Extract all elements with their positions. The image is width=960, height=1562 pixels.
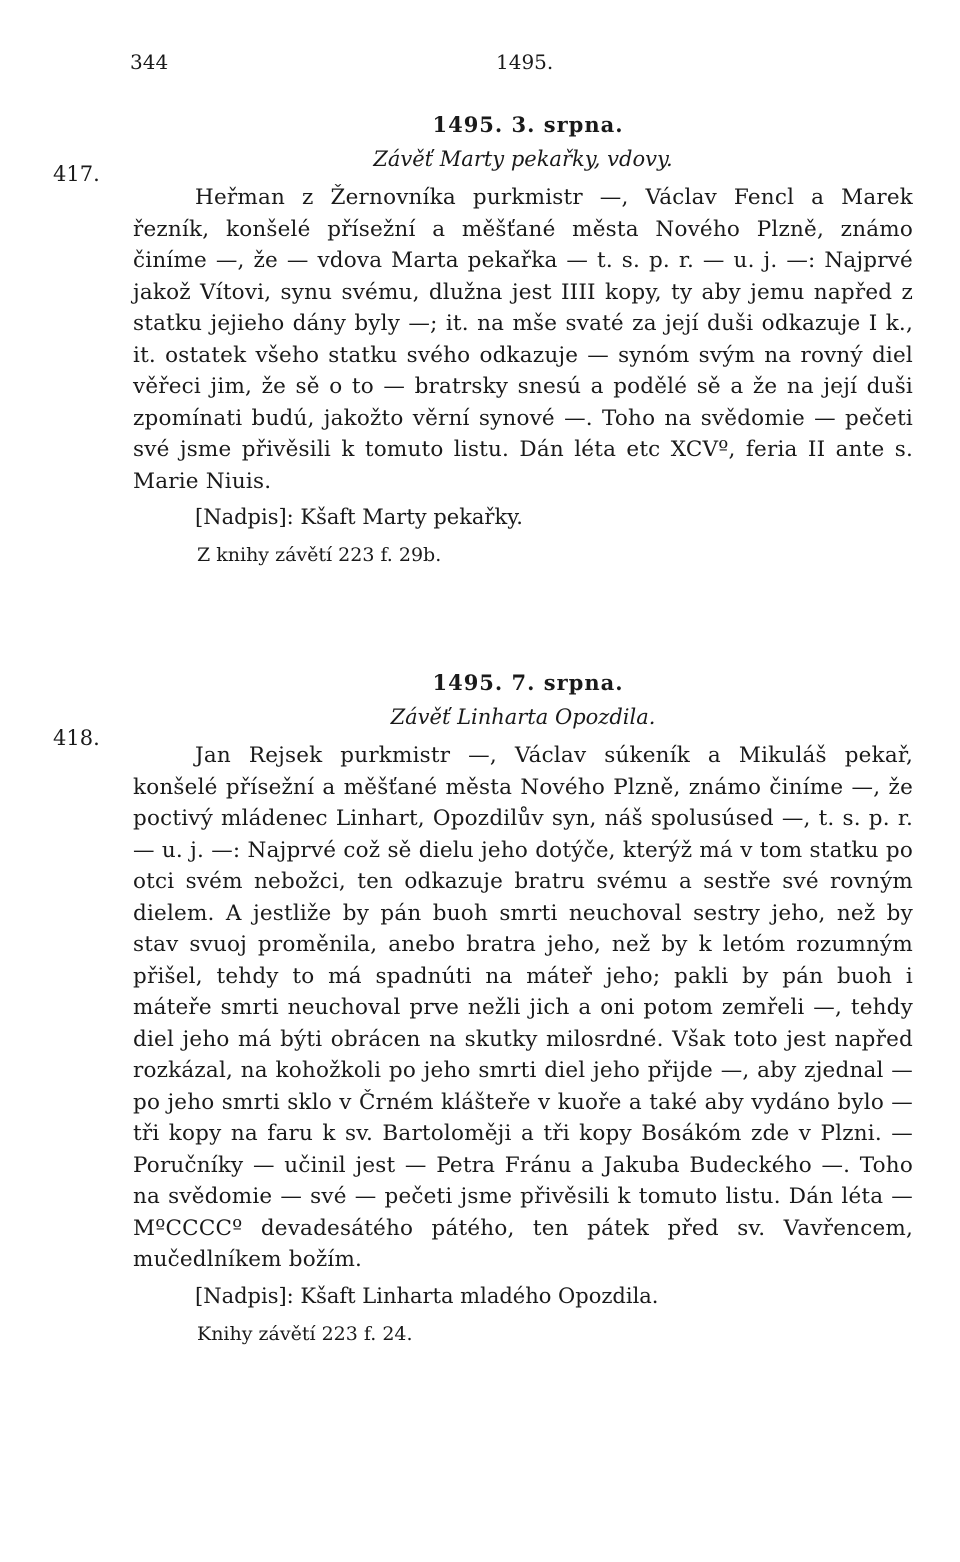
entry-title: Závěť Linharta Opozdila.: [390, 705, 656, 729]
entry-source: Z knihy závětí 223 f. 29b.: [197, 544, 442, 566]
entry-date: 1495. 7. srpna.: [432, 670, 624, 695]
entry-date: 1495. 3. srpna.: [432, 112, 624, 137]
entry-heading-note: [Nadpis]: Kšaft Linharta mladého Opozdila.: [195, 1283, 659, 1308]
entry-body: Jan Rejsek purkmistr —, Václav súkeník a Mikuláš pekař, konšelé přísežní a měšťané města Nového Plzně, známo činíme —, že poctivý mládenec Linhart, Opozdilův syn, náš spolusúsed —, t. s. p. r. — u. j. —: Najprvé což sě dielu jeho dotýče, kterýž má v tom statku po otci svém nebožci, ten odkazuje bratru svému a sestře své rovným dielem. A jestliže by pán buoh smrti neuchoval sestry jeho, než by stav svuoj proměnila, anebo bratra jeho, než by k letóm rozumným přišel, tehdy to má spadnúti na máteř jeho; pakli by pán buoh i máteře smrti neuchoval prve nežli jich a oni potom zemřeli —, tehdy diel jeho má býti obrácen na skutky milosrdné. Však toto jest napřed rozkázal, na kohožkoli po jeho smrti diel jeho přijde —, aby zjednal — po jeho smrti sklo v Črném klášteře v kuoře a také aby vydáno bylo — tři kopy na faru k sv. Bartoloměji a tři kopy Bosákóm zde v Plzni. — Poručníky — učinil jest — Petra Fránu a Jakuba Budeckého —. Toho na svědomie — své — pečeti jsme přivěsili k tomuto listu. Dán léta — MºCCCCº devadesátého pátého, ten pátek před sv. Vavřencem, mučedlníkem božím.: [133, 743, 913, 1272]
entry-title: Závěť Marty pekařky, vdovy.: [373, 147, 673, 171]
entry-source: Knihy závětí 223 f. 24.: [197, 1322, 413, 1345]
running-header-year: 1495.: [496, 50, 554, 74]
page-number: 344: [130, 50, 169, 74]
entry-body: Heřman z Žernovníka purkmistr —, Václav Fencl a Marek řezník, konšelé přísežní a měšťané města Nového Plzně, známo činíme —, že — vdova Marta pekařka — t. s. p. r. — u. j. —: Najprvé jakož Vítovi, synu svému, dlužna jest IIII kopy, ty aby jemu napřed z statku jejieho dány byly —; it. na mše svaté za její duši odkazuje I k., it. ostatek všeho statku svého odkazuje — synóm svým na rovný diel věřeci jim, že sě o to — bratrsky snesú a podělé sě a že na její duši zpomínati budú, jakožto věrní synové —. Toho na svědomie — pečeti své jsme přivěsili k tomuto listu. Dán léta etc XCVº, feria II ante s. Marie Niuis.: [133, 185, 913, 494]
entry-number: 418.: [53, 726, 100, 750]
document-entry-418: [53, 668, 913, 1351]
entry-number: 417.: [53, 162, 100, 186]
page-header: [130, 50, 910, 80]
document-entry-417: [53, 110, 913, 572]
entry-heading-note: [Nadpis]: Kšaft Marty pekařky.: [195, 505, 523, 529]
